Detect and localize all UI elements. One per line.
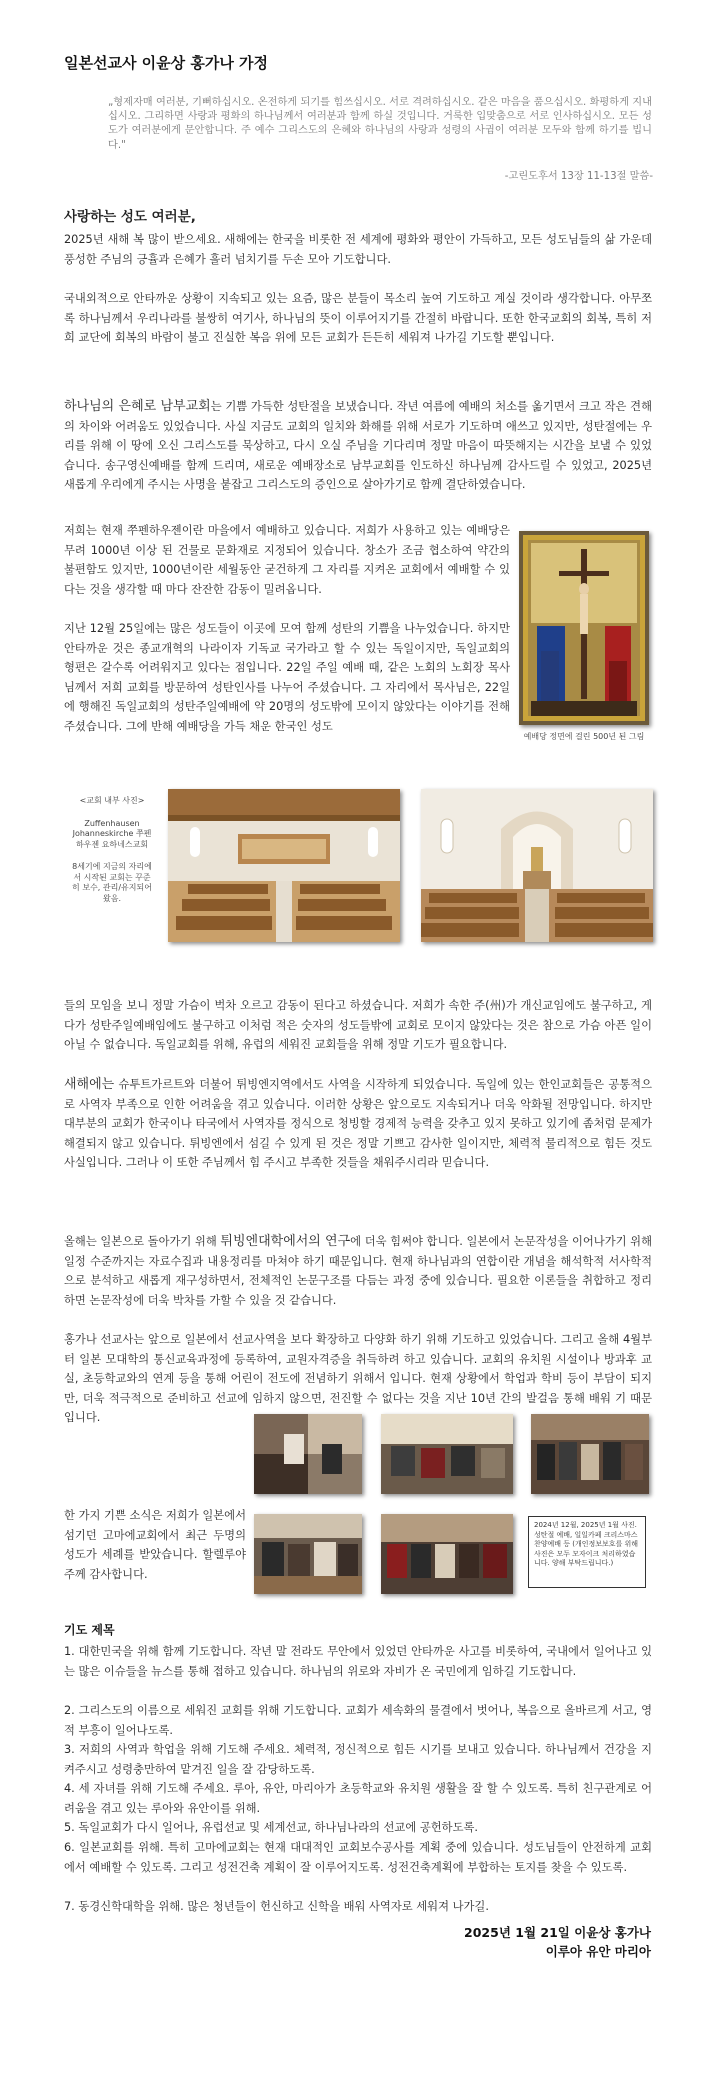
lead-text: 하나님의 은혜로 남부교회 xyxy=(64,399,211,414)
interior-caption-name: Zuffenhausen Johanneskirche 쭈펜하우젠 요하네스교회 xyxy=(72,818,152,849)
crucifixion-painting xyxy=(519,531,649,725)
prayer-item-7: 7. 동경신학대학을 위해. 많은 청년들이 헌신하고 신학을 배워 사역자로 세워져 나가길. xyxy=(64,1900,489,1913)
church-interior-photo-2 xyxy=(421,789,653,942)
signature xyxy=(464,1923,651,1961)
paragraph-church-building: 저희는 현재 쭈펜하우젠이란 마을에서 예배하고 있습니다. 저희가 사용하고 있는 예배당은 무려 1000년 이상 된 건물로 문화재로 지정되어 있습니다. 창소가 조금 협소하여 약간의 불편함도 있지만, 1000년이란 세월동안 굳건하게 그 자리를 지켜온 교회에서 예배할 수 있다는 것을 생각할 때 마다 잔잔한 감동이 밀려옵니다. xyxy=(64,524,510,596)
greeting: 사랑하는 성도 여러분, xyxy=(64,209,196,225)
mosaic-photo-3 xyxy=(531,1414,649,1494)
paragraph-kana-wrap xyxy=(64,1408,246,1506)
prayer-item-5: 5. 독일교회가 다시 일어나, 유럽선교 및 세계선교, 하나님나라의 선교에 공헌하도록. xyxy=(64,1821,478,1834)
paragraph-new-year: 2025년 새해 복 많이 받으세요. 새해에는 한국을 비롯한 전 세계에 평화와 평안이 가득하고, 모든 성도님들의 삶 가운데 풍성한 주님의 긍휼과 은혜가 흘러 넘치기를 두손 모아 기도합니다. xyxy=(64,233,652,266)
mosaic-photo-4 xyxy=(254,1514,362,1594)
prayer-item-4: 4. 세 자녀를 위해 기도해 주세요. 루아, 유안, 마리아가 초등학교와 유치원 생활을 잘 할 수 있도록. 특히 친구관계로 어려움을 겪고 있는 루아와 유안이를 위해. xyxy=(64,1782,653,1815)
prayer-item-2: 2. 그리스도의 이름으로 세워진 교회를 위해 기도합니다. 교회가 세속화의 물결에서 벗어나, 복음으로 올바르게 서고, 영적 부흥이 일어나도록. xyxy=(64,1704,652,1737)
scripture-quote: „형제자매 여러분, 기뻐하십시오. 온전하게 되기를 힘쓰십시오. 서로 격려하십시오. 같은 마음을 품으십시오. 화평하게 지내십시오. 그리하면 사랑과 평화의 하나님께서 여러분과 함께 하실 것입니다. 거룩한 입맞춤으로 서로 인사하십시오. 모든 성도가 여러분에게 문안합니다. 주 예수 그리스도의 은혜와 하나님의 사랑과 성령의 사귐이 여러분 모두와 함께 하기를 빕니다." xyxy=(108,97,652,151)
paragraph-december: 지난 12월 25일에는 많은 성도들이 이곳에 모여 함께 성탄의 기쁨을 나누었습니다. 하지만 안타까운 것은 종교개혁의 나라이자 기독교 국가라고 할 수 있는 독일이지만, 독일교회의 형편은 갈수록 어려워지고 있다는 점입니다. 22일 주일 예배 때, 같은 노회의 노회장 목사님께서 저희 교회를 방문하여 성탄인사를 나누어 주셨습니다. 그 자리에서 목사님은, 22일에 행해진 독일교회의 성탄주일예배에 약 20명의 성도밖에 모이지 않았다는 이야기를 전해주셨습니다. 그에 반해 예배당을 가득 채운 한국인 성도 xyxy=(64,622,510,733)
paragraph-kana-top xyxy=(64,1330,652,1408)
body-text-3a: 올해는 일본으로 돌아가기 위해 xyxy=(64,1235,221,1248)
mosaic-photo-1 xyxy=(254,1414,362,1494)
body-text-4: 홍가나 선교사는 앞으로 일본에서 선교사역을 보다 확장하고 다양화 하기 위해 기도하고 있었습니다. 그리고 올해 4월부터 일본 모대학의 통신교육과정에 등록하여, 교원자격증을 취득하려 하고 있습니다. 교회의 유치원 시설이나 방과후 교실, 초등학교와의 연계 등을 통해 어린이 전도에 전념하기 위해서 입니다. 현재 상황에서 학업과 학비 등이 부담이 되지만, 더욱 적극적으로 준비하고 선교에 임하지 않으면, 전진할 수 없다는 것을 지난 10년 간의 발걸음 통해 배워 기 때문 xyxy=(64,1333,652,1405)
body-text: 는 기쁨 가득한 성탄절을 보냈습니다. 작년 여름에 예배의 처소를 옮기면서 크고 작은 견해의 차이와 어려움도 있었습니다. 사실 지금도 교회의 일치와 화해를 위해 서로가 기도하며 애쓰고 있지만, 성탄절에는 우리를 위해 이 땅에 오신 그리스도를 묵상하고, 다시 오실 주님을 기다리며 정말 마음이 따뜻해지는 시간을 보낼 수 있었습니다. 송구영신예배를 함께 드리며, 새로운 예배장소로 남부교회를 인도하신 하나님께 감사드릴 수 있었고, 2025년 새롭게 우리에게 주시는 사명을 붙잡고 그리스도의 증인으로 살아가기로 함께 결단하였습니다. xyxy=(64,400,653,492)
photos-caption: 2024년 12월, 2025년 1월 사진. 성탄절 예배, 일일카페 크리스마스 찬양예배 등 (개인정보보호를 위해 사진은 모두 모자이크 처리하였습니다. 양해 부탁드립니다.) xyxy=(528,1516,646,1588)
lead-text-2: 새해에는 xyxy=(64,1077,115,1092)
signature-line-1: 2025년 1월 21일 이윤상 홍가나 xyxy=(464,1925,651,1940)
body-text-4-wrap: 입니다. xyxy=(64,1411,101,1425)
body-text-2: 슈투트가르트와 더불어 튀빙엔지역에서도 사역을 시작하게 되었습니다. 독일에 있는 한인교회들은 공통적으로 사역자 부족으로 인한 어려움을 겪고 있습니다. 이러한 상황은 앞으로도 지속되거나 더욱 악화될 전망입니다. 하지만 대부분의 교회가 한국이나 타국에서 사역자를 정식으로 청빙할 경제적 능력을 갖추고 있지 못하고 있기에 좀처럼 문제가 해결되지 않고 있습니다. 튀빙엔에서 섬길 수 있게 된 것은 정말 기쁘고 감사한 일이지만, 체력적 물리적으로 힘든 것도 사실입니다. 그러나 이 또한 주님께서 힘 주시고 부족한 것들을 채워주시리라 믿습니다. xyxy=(64,1078,652,1170)
page-title: 일본선교사 이윤상 홍가나 가정 xyxy=(64,54,269,72)
scripture-source: -고린도후서 13장 11-13절 말씀- xyxy=(504,171,653,182)
mosaic-photo-5 xyxy=(381,1514,513,1594)
paragraph-baptism: 한 가지 기쁜 소식은 저희가 일본에서 섬기던 고마에교회에서 최근 두명의 성도가 세례를 받았습니다. 할렐루야 주께 감사합니다. xyxy=(64,1509,246,1581)
church-interior-photo xyxy=(168,789,400,942)
crucifixion-caption: 예배당 정면에 걸린 500년 된 그림 xyxy=(523,732,645,741)
paragraph-korea: 국내외적으로 안타까운 상황이 지속되고 있는 요즘, 많은 분들이 목소리 높여 기도하고 계실 것이라 생각합니다. 아무쪼록 하나님께서 우리나라를 불쌍히 여기사, 하나님의 뜻이 이루어지기를 간절히 바랍니다. 또한 한국교회의 회복, 특히 저희 교단에 회복의 바람이 불고 진실한 복음 위에 모든 교회가 든든히 세워져 나가길 기도할 뿐입니다. xyxy=(64,292,652,345)
interior-caption xyxy=(72,796,152,904)
lead-text-3: 튀빙엔대학에서의 연구 xyxy=(220,1234,351,1249)
paragraph-christmas xyxy=(64,397,652,495)
paragraph-research xyxy=(64,1232,652,1310)
prayer-item-1: 1. 대한민국을 위해 함께 기도합니다. 작년 말 전라도 무안에서 있었던 안타까운 사고를 비롯하여, 국내에서 일어나고 있는 많은 이슈들을 뉴스를 통해 접하고 있습니다. 하나님의 위로와 자비가 온 국민에게 임하길 기도합니다. xyxy=(64,1645,652,1678)
paragraph-tuebingen xyxy=(64,1075,652,1173)
prayer-title: 기도 제목 xyxy=(64,1623,115,1637)
mosaic-photo-2 xyxy=(381,1414,513,1494)
signature-line-2: 이루아 유안 마리아 xyxy=(545,1944,651,1959)
interior-caption-note: 8세기에 지금의 자리에서 시작된 교회는 꾸준히 보수, 관리/유지되어 왔음. xyxy=(72,862,152,903)
body-text-3: 에 더욱 힘써야 합니다. 일본에서 논문작성을 이어나가기 위해 일정 수준까지는 자료수집과 내용정리를 마쳐야 하기 때문입니다. 현재 하나님과의 연합이란 개념을 해석학적 서사학적으로 분석하고 새롭게 재구성하면서, 전체적인 논문구조를 다듬는 과정 중에 있습니다. 필요한 이론들을 취합하고 정리하면 논문작성에 더욱 박차를 가할 수 있을 것 같습니다. xyxy=(64,1235,653,1307)
prayer-item-3: 3. 저희의 사역과 학업을 위해 기도해 주세요. 체력적, 정신적으로 힘든 시기를 보내고 있습니다. 하나님께서 건강을 지켜주시고 성령충만하여 맡겨진 일을 잘 감당하도록. xyxy=(64,1743,652,1776)
prayer-item-6: 6. 일본교회를 위해. 특히 고마에교회는 현재 대대적인 교회보수공사를 계획 중에 있습니다. 성도님들이 안전하게 교회에서 예배할 수 있도록. 그리고 성전건축 계획이 잘 이루어지도록. 성전건축계획에 부합하는 토지를 찾을 수 있도록. xyxy=(64,1841,652,1874)
interior-caption-title: <교회 내부 사진> xyxy=(79,796,145,805)
paragraph-german-church: 들의 모임을 보니 정말 가슴이 벅차 오르고 감동이 된다고 하셨습니다. 저희가 속한 주(州)가 개신교임에도 불구하고, 게다가 성탄주일예배임에도 불구하고 이처럼 적은 숫자의 성도들밖에 교회로 모이지 않았다는 것은 참으로 가슴 아픈 일이 아닐 수 없습니다. 독일교회를 위해, 유럽의 세워진 교회들을 위해 정말 기도가 필요합니다. xyxy=(64,999,652,1052)
